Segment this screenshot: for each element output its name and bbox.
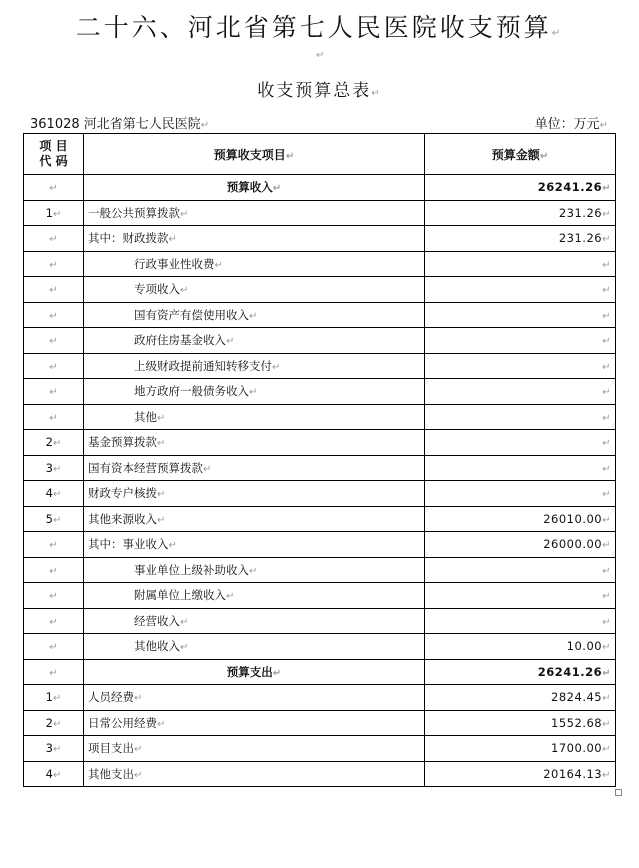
row-amount: ↵ (425, 583, 616, 609)
header-item: 预算收支项目↵ (84, 134, 425, 175)
table-body (24, 175, 616, 787)
table-row (24, 557, 616, 583)
row-code: ↵ (24, 608, 84, 634)
row-item: 基金预算拨款↵ (84, 430, 425, 456)
unit-label: 单位：万元↵ (534, 117, 608, 132)
row-item: 经营收入↵ (84, 608, 425, 634)
row-amount: ↵ (425, 328, 616, 354)
table-row (24, 379, 616, 405)
row-amount: 1552.68↵ (425, 710, 616, 736)
row-item: 其他收入↵ (84, 634, 425, 660)
title-text: 二十六、河北省第七人民医院收支预算 (75, 13, 552, 42)
table-row (24, 277, 616, 303)
row-amount: 1700.00↵ (425, 736, 616, 762)
row-amount: ↵ (425, 277, 616, 303)
row-code: 2↵ (24, 710, 84, 736)
row-item: 人员经费↵ (84, 685, 425, 711)
row-amount: 10.00↵ (425, 634, 616, 660)
row-code: ↵ (24, 583, 84, 609)
row-item: 国有资本经营预算拨款↵ (84, 455, 425, 481)
row-code: 2↵ (24, 430, 84, 456)
table-row (24, 200, 616, 226)
row-item: 行政事业性收费↵ (84, 251, 425, 277)
row-amount: ↵ (425, 608, 616, 634)
row-amount: 2824.45↵ (425, 685, 616, 711)
row-code: ↵ (24, 353, 84, 379)
row-item: 政府住房基金收入↵ (84, 328, 425, 354)
row-amount: ↵ (425, 455, 616, 481)
row-item: 其中：事业收入↵ (84, 532, 425, 558)
row-item: 其他来源收入↵ (84, 506, 425, 532)
table-row (24, 226, 616, 252)
row-item: 上级财政提前通知转移支付↵ (84, 353, 425, 379)
row-code: ↵ (24, 379, 84, 405)
header-amount: 预算金额↵ (425, 134, 616, 175)
row-code: ↵ (24, 532, 84, 558)
row-item: 专项收入↵ (84, 277, 425, 303)
subtitle-text: 收支预算总表 (257, 81, 372, 101)
table-row (24, 736, 616, 762)
table-row (24, 251, 616, 277)
paragraph-mark-icon: ↵ (551, 28, 564, 39)
row-code: ↵ (24, 302, 84, 328)
table-row (24, 685, 616, 711)
table-row (24, 659, 616, 685)
table-row (24, 328, 616, 354)
row-item: 项目支出↵ (84, 736, 425, 762)
row-code: ↵ (24, 557, 84, 583)
paragraph-mark-icon: ↵ (316, 50, 325, 61)
row-code: ↵ (24, 659, 84, 685)
table-row (24, 353, 616, 379)
row-item: 国有资产有偿使用收入↵ (84, 302, 425, 328)
table-row (24, 175, 616, 201)
row-item: 日常公用经费↵ (84, 710, 425, 736)
row-code: ↵ (24, 226, 84, 252)
row-code: 3↵ (24, 736, 84, 762)
budget-summary-table (23, 133, 616, 787)
row-item: 附属单位上缴收入↵ (84, 583, 425, 609)
table-row (24, 583, 616, 609)
row-code: ↵ (24, 175, 84, 201)
row-amount: ↵ (425, 302, 616, 328)
row-amount: 26241.26↵ (425, 659, 616, 685)
row-item: 其中：财政拨款↵ (84, 226, 425, 252)
row-amount: ↵ (425, 430, 616, 456)
row-item: 其他↵ (84, 404, 425, 430)
table-header-row (24, 134, 616, 175)
table-row (24, 608, 616, 634)
row-code: 5↵ (24, 506, 84, 532)
table-row (24, 455, 616, 481)
row-amount: 26010.00↵ (425, 506, 616, 532)
row-amount: ↵ (425, 557, 616, 583)
table-row (24, 710, 616, 736)
table-row (24, 634, 616, 660)
row-code: 4↵ (24, 481, 84, 507)
row-item: 预算支出↵ (84, 659, 425, 685)
row-code: ↵ (24, 404, 84, 430)
paragraph-mark-icon: ↵ (371, 88, 382, 99)
header-code: 项 目 代 码 (24, 134, 84, 175)
row-code: 3↵ (24, 455, 84, 481)
row-amount: ↵ (425, 481, 616, 507)
row-code: 1↵ (24, 685, 84, 711)
row-amount: 231.26↵ (425, 226, 616, 252)
document-title (0, 8, 639, 44)
table-row (24, 506, 616, 532)
row-code: 1↵ (24, 200, 84, 226)
row-code: ↵ (24, 251, 84, 277)
table-row (24, 302, 616, 328)
table-row (24, 481, 616, 507)
row-amount: ↵ (425, 353, 616, 379)
row-code: ↵ (24, 328, 84, 354)
row-code: ↵ (24, 634, 84, 660)
row-code: 4↵ (24, 761, 84, 787)
row-item: 财政专户核拨↵ (84, 481, 425, 507)
table-row (24, 532, 616, 558)
row-amount: 231.26↵ (425, 200, 616, 226)
row-amount: ↵ (425, 379, 616, 405)
row-amount: ↵ (425, 251, 616, 277)
row-item: 其他支出↵ (84, 761, 425, 787)
org-name: 361028 河北省第七人民医院↵ (30, 117, 210, 132)
row-code: ↵ (24, 277, 84, 303)
row-amount: 20164.13↵ (425, 761, 616, 787)
table-row (24, 404, 616, 430)
table-row (24, 761, 616, 787)
row-item: 地方政府一般债务收入↵ (84, 379, 425, 405)
document-subtitle (0, 76, 639, 101)
row-amount: 26241.26↵ (425, 175, 616, 201)
table-resize-handle[interactable] (615, 789, 622, 796)
table-row (24, 430, 616, 456)
row-amount: ↵ (425, 404, 616, 430)
row-item: 事业单位上级补助收入↵ (84, 557, 425, 583)
row-item: 一般公共预算拨款↵ (84, 200, 425, 226)
row-amount: 26000.00↵ (425, 532, 616, 558)
row-item: 预算收入↵ (84, 175, 425, 201)
